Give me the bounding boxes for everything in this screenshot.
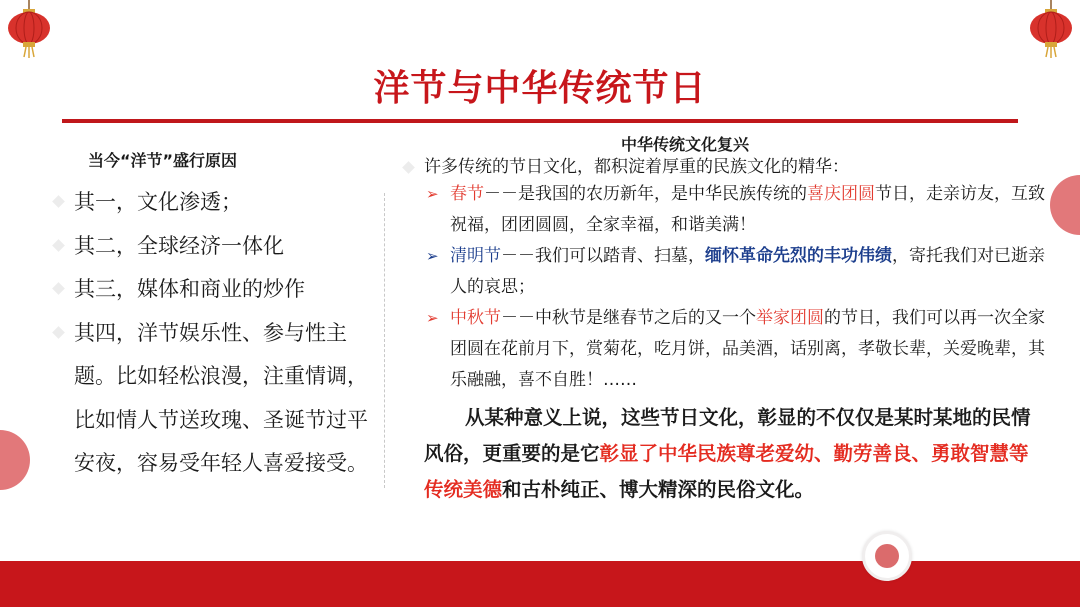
reason-item — [74, 181, 382, 225]
decorative-circle — [0, 430, 30, 490]
decorative-ring — [862, 531, 912, 581]
intro-text: 许多传统的节日文化，都积淀着厚重的民族文化的精华： — [424, 157, 849, 177]
bullet-arrow-icon: ➢ — [426, 247, 439, 265]
revival-section — [400, 132, 1070, 508]
festival-name: 中秋节 — [450, 308, 501, 328]
reason-text: 其一，文化渗透； — [74, 190, 242, 214]
diamond-bullet-icon — [52, 326, 65, 339]
revival-heading: 中华传统文化复兴 — [620, 135, 749, 154]
festival-text: 节日，走亲访友，互致祝福，团团圆圆，全家幸福，和谐美满！ — [450, 184, 1045, 235]
intro-paragraph — [424, 155, 1070, 179]
festival-text: －－是我国的农历新年，是中华民族传统的 — [484, 184, 807, 204]
diamond-bullet-icon — [52, 239, 65, 252]
festival-text: －－我们可以踏青、扫墓， — [501, 246, 705, 266]
reason-item — [74, 312, 382, 486]
reason-text: 其四，洋节娱乐性、参与性主题。比如轻松浪漫，注重情调，比如情人节送玫瑰、圣诞节过平安夜，容易受年轻人喜爱接受。 — [74, 320, 368, 475]
conclusion-paragraph — [424, 400, 1044, 508]
festival-highlight: 喜庆团圆 — [807, 184, 875, 204]
reasons-heading: 当今“洋节”盛行原因 — [88, 151, 238, 170]
conclusion-text: 和古朴纯正、博大精深的民俗文化。 — [502, 478, 815, 501]
conclusion-text: 从某种意义上说，这些节日文化，彰显的不仅仅是某时某地的民情风俗，更重要的是它 — [424, 406, 1031, 465]
column-divider — [384, 193, 385, 488]
bullet-arrow-icon: ➢ — [426, 309, 439, 327]
conclusion-highlight: 彰显了中华民族尊老爱幼、勤劳善良、勇敢智慧等传统美德 — [424, 442, 1029, 501]
diamond-bullet-icon — [52, 282, 65, 295]
reason-text: 其二，全球经济一体化 — [74, 233, 284, 258]
diamond-bullet-icon — [402, 161, 415, 174]
festival-item-spring — [426, 179, 1050, 241]
footer-band — [0, 561, 1080, 607]
reason-text: 其三，媒体和商业的炒作 — [74, 277, 305, 301]
festival-highlight: 举家团圆 — [756, 308, 824, 328]
reasons-section — [52, 148, 382, 486]
festival-text: ，寄托我们对已逝亲人的哀思； — [450, 246, 1045, 297]
festival-item-qingming — [426, 241, 1050, 303]
festival-text: 的节日，我们可以再一次全家团圆在花前月下，赏菊花，吃月饼，品美酒，话别离，孝敬长辈，关爱晚辈，其乐融融，喜不自胜！…… — [450, 308, 1045, 390]
festival-item-midautumn — [426, 303, 1050, 396]
decorative-dot — [875, 544, 899, 568]
page-title: 洋节与中华传统节日 — [373, 68, 707, 109]
title-divider — [62, 119, 1018, 123]
festival-text: －－中秋节是继春节之后的又一个 — [501, 308, 756, 328]
lantern-icon-right — [1026, 0, 1076, 58]
reason-item — [74, 268, 382, 312]
festival-name: 清明节 — [450, 246, 501, 266]
lantern-icon-left — [4, 0, 54, 58]
festival-highlight: 缅怀革命先烈的丰功伟绩 — [705, 246, 892, 266]
festival-name: 春节 — [450, 184, 484, 204]
reason-item — [74, 225, 382, 269]
bullet-arrow-icon: ➢ — [426, 185, 439, 203]
diamond-bullet-icon — [52, 195, 65, 208]
